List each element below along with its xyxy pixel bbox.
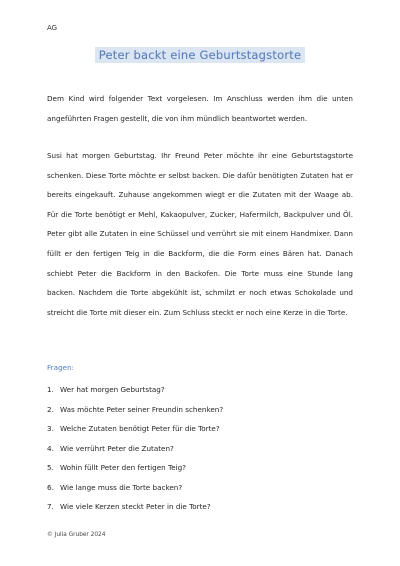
list-item [47, 478, 353, 498]
question-number: 6. [47, 482, 54, 492]
question-number: 3. [47, 424, 54, 433]
questions-list [47, 380, 353, 517]
header-tag: AG [47, 24, 58, 32]
question-number: 2. [47, 404, 54, 414]
question-text: Wie lange muss die Torte backen? [60, 482, 183, 492]
list-item [47, 419, 353, 439]
intro-paragraph: Dem Kind wird folgender Text vorgelesen. Im Anschluss werden ihm die unten angeführten Fragen gestellt, die von ihm mündlich beantwortet werden. [47, 94, 353, 123]
copyright-footer: © Julia Gruber 2024 [47, 532, 106, 538]
list-item [47, 380, 353, 400]
list-item [47, 497, 353, 517]
list-item [47, 458, 353, 478]
question-text: Wohin füllt Peter den fertigen Teig? [60, 463, 186, 472]
question-number: 7. [47, 502, 54, 511]
list-item [47, 400, 353, 420]
title-container [0, 44, 400, 63]
story-paragraph: Susi hat morgen Geburtstag. Ihr Freund Peter möchte ihr eine Geburtstagstorte schenken. Diese Torte möchte er selbst backen. Die dafür benötigten Zutaten hat er bereits eingekauft. Zuhause angekommen wiegt er die Zutaten mit der Waage ab. Für die Torte benötigt er Mehl, Kakaopulver, Zucker, Hafermilch, Backpulver und Öl. Peter gibt alle Zutaten in eine Schüssel und verrührt sie mit einem Handmixer. Dann füllt er den fertigen Teig in die Backform, die die Form eines Bären hat. Danach schiebt Peter die Backform in den Backofen. Die Torte muss eine Stunde lang backen. Nachdem die Torte abgekühlt ist, schmilzt er noch etwas Schokolade und streicht die Torte mit dieser ein. Zum Schluss steckt er noch eine Kerze in die Torte. [47, 151, 353, 317]
question-text: Was möchte Peter seiner Freundin schenken? [60, 404, 224, 414]
page-title: Peter backt eine Geburtstagstorte [95, 47, 305, 63]
questions-heading: Fragen: [47, 363, 74, 372]
question-number: 5. [47, 463, 54, 472]
question-number: 1. [47, 385, 54, 394]
question-number: 4. [47, 443, 54, 453]
list-item [47, 439, 353, 459]
question-text: Wie viele Kerzen steckt Peter in die Torte? [60, 502, 211, 511]
question-text: Wie verrührt Peter die Zutaten? [60, 443, 174, 453]
question-text: Wer hat morgen Geburtstag? [60, 385, 165, 394]
question-text: Welche Zutaten benötigt Peter für die Torte? [60, 424, 220, 433]
